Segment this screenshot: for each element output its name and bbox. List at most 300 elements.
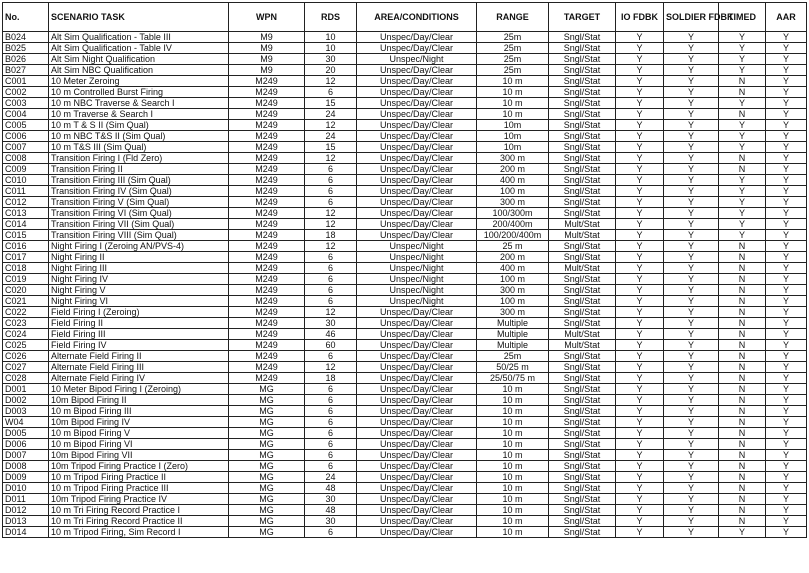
cell-no: C015: [3, 230, 49, 241]
table-row: [3, 439, 807, 450]
cell-wpn: MG: [229, 450, 305, 461]
cell-scenario-task: Night Firing III: [49, 263, 229, 274]
cell-no: C011: [3, 186, 49, 197]
table-row: [3, 87, 807, 98]
cell-scenario-task: Transition Firing I (Fld Zero): [49, 153, 229, 164]
cell-range: 25m: [477, 43, 549, 54]
cell-scenario-task: Transition Firing VII (Sim Qual): [49, 219, 229, 230]
cell-range: 400 m: [477, 175, 549, 186]
cell-scenario-task: Transition Firing II: [49, 164, 229, 175]
cell-scenario-task: 10m Tripod Firing Practice IV: [49, 494, 229, 505]
cell-area-conditions: Unspec/Day/Clear: [357, 43, 477, 54]
cell-no: C026: [3, 351, 49, 362]
cell-aar: Y: [766, 153, 807, 164]
table-row: [3, 131, 807, 142]
cell-scenario-task: Alt Sim NBC Qualification: [49, 65, 229, 76]
cell-range: 10 m: [477, 450, 549, 461]
cell-wpn: MG: [229, 483, 305, 494]
cell-rds: 60: [305, 340, 357, 351]
cell-no: D013: [3, 516, 49, 527]
cell-area-conditions: Unspec/Night: [357, 285, 477, 296]
cell-wpn: M249: [229, 98, 305, 109]
cell-scenario-task: 10 m NBC T&S II (Sim Qual): [49, 131, 229, 142]
cell-scenario-task: 10 m Tripod Firing, Sim Record I: [49, 527, 229, 538]
cell-aar: Y: [766, 197, 807, 208]
cell-area-conditions: Unspec/Day/Clear: [357, 307, 477, 318]
cell-target: Sngl/Stat: [549, 296, 616, 307]
cell-scenario-task: Night Firing VI: [49, 296, 229, 307]
table-row: [3, 230, 807, 241]
header-timed: TIMED: [719, 3, 766, 32]
cell-aar: Y: [766, 483, 807, 494]
table-body: [3, 32, 807, 538]
cell-io-fdbk: Y: [616, 373, 664, 384]
cell-no: C017: [3, 252, 49, 263]
cell-wpn: M9: [229, 65, 305, 76]
cell-target: Sngl/Stat: [549, 472, 616, 483]
cell-timed: Y: [719, 32, 766, 43]
cell-area-conditions: Unspec/Day/Clear: [357, 351, 477, 362]
cell-aar: Y: [766, 318, 807, 329]
cell-range: 200/400m: [477, 219, 549, 230]
cell-no: C005: [3, 120, 49, 131]
cell-wpn: M249: [229, 241, 305, 252]
cell-io-fdbk: Y: [616, 153, 664, 164]
cell-target: Sngl/Stat: [549, 54, 616, 65]
cell-aar: Y: [766, 32, 807, 43]
cell-wpn: MG: [229, 439, 305, 450]
cell-timed: N: [719, 351, 766, 362]
cell-io-fdbk: Y: [616, 230, 664, 241]
cell-timed: N: [719, 461, 766, 472]
cell-rds: 6: [305, 186, 357, 197]
cell-scenario-task: Night Firing II: [49, 252, 229, 263]
cell-soldier-fdbk: Y: [664, 120, 719, 131]
cell-target: Sngl/Stat: [549, 186, 616, 197]
cell-range: 25m: [477, 32, 549, 43]
cell-rds: 30: [305, 318, 357, 329]
cell-range: 50/25 m: [477, 362, 549, 373]
cell-rds: 15: [305, 142, 357, 153]
cell-io-fdbk: Y: [616, 340, 664, 351]
cell-rds: 12: [305, 362, 357, 373]
cell-no: C004: [3, 109, 49, 120]
cell-rds: 48: [305, 483, 357, 494]
cell-soldier-fdbk: Y: [664, 296, 719, 307]
cell-no: C019: [3, 274, 49, 285]
cell-no: D009: [3, 472, 49, 483]
header-io-fdbk: IO FDBK: [616, 3, 664, 32]
cell-area-conditions: Unspec/Day/Clear: [357, 87, 477, 98]
cell-wpn: MG: [229, 417, 305, 428]
cell-wpn: M249: [229, 120, 305, 131]
cell-area-conditions: Unspec/Day/Clear: [357, 373, 477, 384]
cell-timed: Y: [719, 208, 766, 219]
cell-wpn: M249: [229, 252, 305, 263]
cell-range: 100 m: [477, 296, 549, 307]
cell-target: Mult/Stat: [549, 263, 616, 274]
cell-io-fdbk: Y: [616, 142, 664, 153]
cell-target: Sngl/Stat: [549, 142, 616, 153]
scenario-table-container: [2, 2, 807, 538]
cell-timed: N: [719, 296, 766, 307]
cell-no: C025: [3, 340, 49, 351]
cell-soldier-fdbk: Y: [664, 87, 719, 98]
cell-target: Sngl/Stat: [549, 175, 616, 186]
cell-rds: 6: [305, 175, 357, 186]
cell-soldier-fdbk: Y: [664, 252, 719, 263]
cell-aar: Y: [766, 263, 807, 274]
cell-scenario-task: 10m Bipod Firing II: [49, 395, 229, 406]
cell-scenario-task: Alt Sim Qualification - Table III: [49, 32, 229, 43]
cell-scenario-task: Night Firing I (Zeroing AN/PVS-4): [49, 241, 229, 252]
cell-io-fdbk: Y: [616, 472, 664, 483]
cell-range: 10 m: [477, 406, 549, 417]
table-row: [3, 241, 807, 252]
cell-target: Sngl/Stat: [549, 285, 616, 296]
cell-no: D007: [3, 450, 49, 461]
cell-no: D008: [3, 461, 49, 472]
cell-wpn: M249: [229, 351, 305, 362]
cell-range: 25/50/75 m: [477, 373, 549, 384]
cell-no: C013: [3, 208, 49, 219]
cell-range: 10 m: [477, 505, 549, 516]
cell-range: 10 m: [477, 494, 549, 505]
cell-io-fdbk: Y: [616, 76, 664, 87]
cell-aar: Y: [766, 186, 807, 197]
cell-io-fdbk: Y: [616, 252, 664, 263]
cell-wpn: M249: [229, 219, 305, 230]
cell-io-fdbk: Y: [616, 263, 664, 274]
cell-aar: Y: [766, 208, 807, 219]
header-area-conditions: AREA/CONDITIONS: [357, 3, 477, 32]
cell-io-fdbk: Y: [616, 494, 664, 505]
cell-aar: Y: [766, 164, 807, 175]
cell-io-fdbk: Y: [616, 98, 664, 109]
table-row: [3, 252, 807, 263]
cell-wpn: MG: [229, 494, 305, 505]
cell-rds: 6: [305, 197, 357, 208]
cell-target: Sngl/Stat: [549, 406, 616, 417]
cell-rds: 6: [305, 439, 357, 450]
cell-rds: 10: [305, 32, 357, 43]
cell-io-fdbk: Y: [616, 351, 664, 362]
cell-scenario-task: Night Firing V: [49, 285, 229, 296]
cell-rds: 6: [305, 252, 357, 263]
cell-soldier-fdbk: Y: [664, 98, 719, 109]
cell-range: 10 m: [477, 76, 549, 87]
cell-target: Mult/Stat: [549, 219, 616, 230]
cell-range: 25m: [477, 54, 549, 65]
cell-io-fdbk: Y: [616, 109, 664, 120]
cell-rds: 18: [305, 373, 357, 384]
scenario-table: [2, 2, 807, 538]
cell-no: B026: [3, 54, 49, 65]
cell-scenario-task: Transition Firing V (Sim Qual): [49, 197, 229, 208]
cell-timed: Y: [719, 98, 766, 109]
table-row: [3, 285, 807, 296]
cell-rds: 6: [305, 351, 357, 362]
cell-wpn: M249: [229, 329, 305, 340]
table-row: [3, 120, 807, 131]
cell-no: D011: [3, 494, 49, 505]
cell-io-fdbk: Y: [616, 417, 664, 428]
cell-wpn: M249: [229, 175, 305, 186]
cell-range: 10m: [477, 142, 549, 153]
cell-timed: N: [719, 285, 766, 296]
cell-scenario-task: 10 m Tri Firing Record Practice I: [49, 505, 229, 516]
cell-soldier-fdbk: Y: [664, 32, 719, 43]
cell-scenario-task: Transition Firing IV (Sim Qual): [49, 186, 229, 197]
cell-soldier-fdbk: Y: [664, 340, 719, 351]
table-row: [3, 175, 807, 186]
cell-no: D005: [3, 428, 49, 439]
cell-io-fdbk: Y: [616, 120, 664, 131]
cell-no: C018: [3, 263, 49, 274]
cell-timed: Y: [719, 197, 766, 208]
cell-aar: Y: [766, 120, 807, 131]
cell-aar: Y: [766, 230, 807, 241]
cell-aar: Y: [766, 527, 807, 538]
cell-range: 200 m: [477, 252, 549, 263]
cell-soldier-fdbk: Y: [664, 43, 719, 54]
cell-soldier-fdbk: Y: [664, 164, 719, 175]
cell-soldier-fdbk: Y: [664, 131, 719, 142]
cell-soldier-fdbk: Y: [664, 439, 719, 450]
table-row: [3, 65, 807, 76]
cell-area-conditions: Unspec/Day/Clear: [357, 439, 477, 450]
cell-area-conditions: Unspec/Day/Clear: [357, 32, 477, 43]
cell-scenario-task: 10 m Tripod Firing Practice II: [49, 472, 229, 483]
table-row: [3, 516, 807, 527]
table-row: [3, 450, 807, 461]
header-no: No.: [3, 3, 49, 32]
cell-timed: N: [719, 340, 766, 351]
cell-range: 300 m: [477, 307, 549, 318]
cell-no: B024: [3, 32, 49, 43]
cell-range: 10 m: [477, 417, 549, 428]
cell-no: C014: [3, 219, 49, 230]
cell-wpn: M249: [229, 340, 305, 351]
cell-target: Sngl/Stat: [549, 351, 616, 362]
cell-rds: 6: [305, 406, 357, 417]
cell-timed: N: [719, 362, 766, 373]
cell-range: 100 m: [477, 186, 549, 197]
cell-range: 10 m: [477, 395, 549, 406]
cell-io-fdbk: Y: [616, 516, 664, 527]
cell-aar: Y: [766, 54, 807, 65]
cell-soldier-fdbk: Y: [664, 153, 719, 164]
cell-no: C002: [3, 87, 49, 98]
cell-target: Sngl/Stat: [549, 461, 616, 472]
cell-target: Sngl/Stat: [549, 373, 616, 384]
cell-wpn: M249: [229, 186, 305, 197]
cell-soldier-fdbk: Y: [664, 461, 719, 472]
cell-soldier-fdbk: Y: [664, 384, 719, 395]
cell-no: C027: [3, 362, 49, 373]
cell-rds: 48: [305, 505, 357, 516]
cell-aar: Y: [766, 450, 807, 461]
cell-io-fdbk: Y: [616, 362, 664, 373]
cell-rds: 6: [305, 296, 357, 307]
cell-range: 100 m: [477, 274, 549, 285]
cell-area-conditions: Unspec/Day/Clear: [357, 76, 477, 87]
table-header-row: [3, 3, 807, 32]
cell-target: Sngl/Stat: [549, 98, 616, 109]
header-scenario-task: SCENARIO TASK: [49, 3, 229, 32]
cell-no: C008: [3, 153, 49, 164]
cell-scenario-task: Alt Sim Qualification - Table IV: [49, 43, 229, 54]
cell-target: Sngl/Stat: [549, 527, 616, 538]
cell-area-conditions: Unspec/Day/Clear: [357, 318, 477, 329]
table-row: [3, 340, 807, 351]
cell-target: Sngl/Stat: [549, 505, 616, 516]
table-row: [3, 461, 807, 472]
cell-area-conditions: Unspec/Day/Clear: [357, 153, 477, 164]
cell-soldier-fdbk: Y: [664, 527, 719, 538]
cell-scenario-task: Field Firing II: [49, 318, 229, 329]
cell-wpn: M249: [229, 153, 305, 164]
cell-aar: Y: [766, 307, 807, 318]
cell-target: Sngl/Stat: [549, 131, 616, 142]
cell-rds: 6: [305, 527, 357, 538]
cell-wpn: M249: [229, 230, 305, 241]
cell-range: Multiple: [477, 318, 549, 329]
table-row: [3, 219, 807, 230]
cell-no: C028: [3, 373, 49, 384]
cell-timed: N: [719, 406, 766, 417]
cell-target: Sngl/Stat: [549, 197, 616, 208]
cell-area-conditions: Unspec/Day/Clear: [357, 120, 477, 131]
cell-io-fdbk: Y: [616, 428, 664, 439]
cell-range: 10 m: [477, 516, 549, 527]
cell-soldier-fdbk: Y: [664, 76, 719, 87]
cell-rds: 6: [305, 384, 357, 395]
cell-io-fdbk: Y: [616, 285, 664, 296]
cell-target: Mult/Stat: [549, 329, 616, 340]
cell-area-conditions: Unspec/Day/Clear: [357, 197, 477, 208]
table-row: [3, 98, 807, 109]
cell-area-conditions: Unspec/Day/Clear: [357, 461, 477, 472]
cell-soldier-fdbk: Y: [664, 417, 719, 428]
cell-rds: 10: [305, 43, 357, 54]
cell-io-fdbk: Y: [616, 307, 664, 318]
cell-aar: Y: [766, 43, 807, 54]
cell-wpn: MG: [229, 527, 305, 538]
cell-scenario-task: 10 m T&S III (Sim Qual): [49, 142, 229, 153]
cell-timed: N: [719, 307, 766, 318]
cell-scenario-task: Alt Sim Night Qualification: [49, 54, 229, 65]
cell-target: Sngl/Stat: [549, 164, 616, 175]
cell-rds: 6: [305, 395, 357, 406]
cell-aar: Y: [766, 329, 807, 340]
table-row: [3, 263, 807, 274]
table-row: [3, 197, 807, 208]
cell-target: Sngl/Stat: [549, 208, 616, 219]
cell-timed: N: [719, 417, 766, 428]
cell-aar: Y: [766, 274, 807, 285]
cell-range: 10 m: [477, 439, 549, 450]
cell-target: Sngl/Stat: [549, 439, 616, 450]
cell-no: C001: [3, 76, 49, 87]
cell-scenario-task: 10m Bipod Firing IV: [49, 417, 229, 428]
cell-target: Sngl/Stat: [549, 43, 616, 54]
cell-scenario-task: Field Firing I (Zeroing): [49, 307, 229, 318]
table-row: [3, 472, 807, 483]
cell-range: 300 m: [477, 197, 549, 208]
cell-range: 10 m: [477, 428, 549, 439]
cell-no: C016: [3, 241, 49, 252]
cell-no: D003: [3, 406, 49, 417]
cell-area-conditions: Unspec/Night: [357, 252, 477, 263]
cell-wpn: MG: [229, 384, 305, 395]
cell-target: Sngl/Stat: [549, 65, 616, 76]
cell-aar: Y: [766, 131, 807, 142]
cell-soldier-fdbk: Y: [664, 516, 719, 527]
cell-timed: N: [719, 373, 766, 384]
cell-area-conditions: Unspec/Day/Clear: [357, 329, 477, 340]
cell-no: D006: [3, 439, 49, 450]
cell-range: 10 m: [477, 384, 549, 395]
table-row: [3, 318, 807, 329]
cell-scenario-task: 10 m Tri Firing Record Practice II: [49, 516, 229, 527]
cell-soldier-fdbk: Y: [664, 494, 719, 505]
cell-aar: Y: [766, 395, 807, 406]
cell-wpn: M249: [229, 318, 305, 329]
cell-area-conditions: Unspec/Day/Clear: [357, 417, 477, 428]
cell-target: Sngl/Stat: [549, 362, 616, 373]
cell-no: D012: [3, 505, 49, 516]
cell-area-conditions: Unspec/Day/Clear: [357, 98, 477, 109]
cell-no: C021: [3, 296, 49, 307]
cell-area-conditions: Unspec/Day/Clear: [357, 428, 477, 439]
cell-aar: Y: [766, 428, 807, 439]
cell-soldier-fdbk: Y: [664, 219, 719, 230]
cell-wpn: M249: [229, 274, 305, 285]
cell-rds: 15: [305, 98, 357, 109]
cell-soldier-fdbk: Y: [664, 263, 719, 274]
cell-io-fdbk: Y: [616, 483, 664, 494]
cell-soldier-fdbk: Y: [664, 329, 719, 340]
cell-target: Sngl/Stat: [549, 241, 616, 252]
cell-io-fdbk: Y: [616, 329, 664, 340]
cell-area-conditions: Unspec/Day/Clear: [357, 186, 477, 197]
cell-target: Sngl/Stat: [549, 32, 616, 43]
cell-wpn: M9: [229, 32, 305, 43]
cell-rds: 24: [305, 131, 357, 142]
cell-timed: N: [719, 494, 766, 505]
cell-aar: Y: [766, 362, 807, 373]
cell-timed: N: [719, 109, 766, 120]
cell-range: 10 m: [477, 483, 549, 494]
cell-timed: N: [719, 428, 766, 439]
cell-range: Multiple: [477, 329, 549, 340]
cell-scenario-task: 10m Tripod Firing Practice I (Zero): [49, 461, 229, 472]
cell-area-conditions: Unspec/Day/Clear: [357, 483, 477, 494]
cell-rds: 12: [305, 241, 357, 252]
cell-aar: Y: [766, 219, 807, 230]
cell-rds: 12: [305, 153, 357, 164]
cell-soldier-fdbk: Y: [664, 307, 719, 318]
cell-area-conditions: Unspec/Day/Clear: [357, 384, 477, 395]
cell-aar: Y: [766, 406, 807, 417]
cell-timed: N: [719, 395, 766, 406]
cell-aar: Y: [766, 142, 807, 153]
cell-soldier-fdbk: Y: [664, 351, 719, 362]
cell-io-fdbk: Y: [616, 54, 664, 65]
table-row: [3, 54, 807, 65]
cell-rds: 12: [305, 219, 357, 230]
